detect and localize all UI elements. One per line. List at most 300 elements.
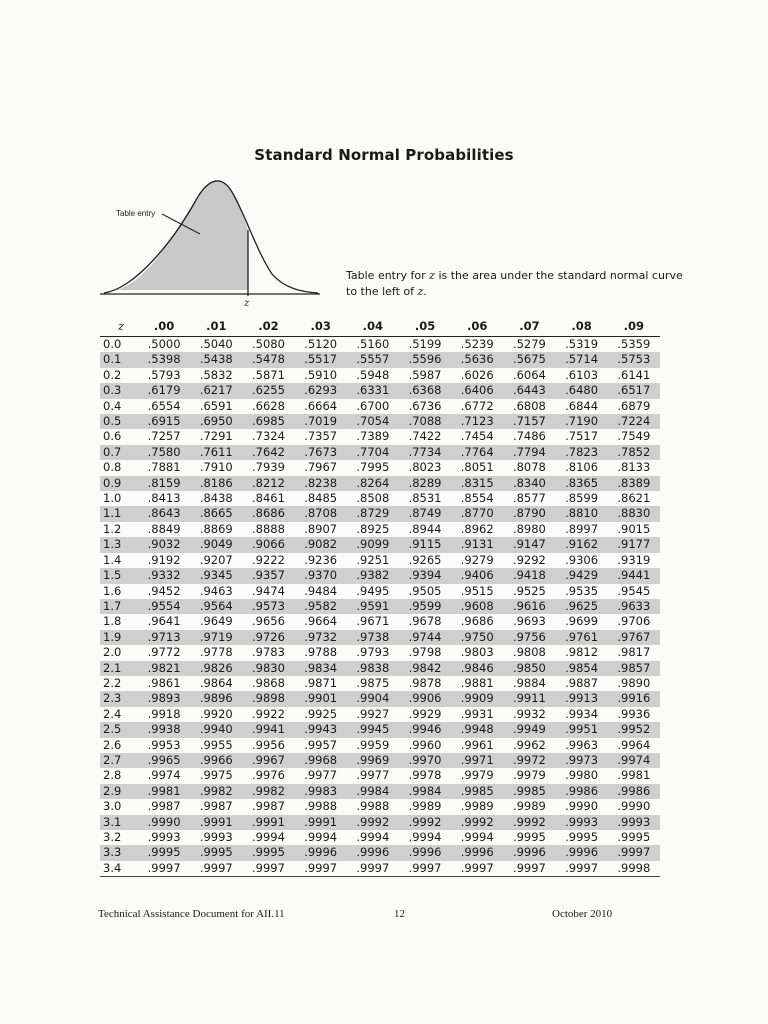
- probability-cell: .8212: [242, 476, 294, 491]
- table-row: [100, 691, 660, 706]
- probability-cell: .9968: [295, 753, 347, 768]
- probability-cell: .7995: [356, 460, 390, 475]
- probability-cell: .9834: [295, 661, 347, 676]
- z-value-cell: 0.1: [100, 352, 138, 367]
- probability-cell: .9995: [512, 830, 546, 844]
- probability-cell: .7764: [451, 445, 503, 460]
- probability-cell: .9989: [408, 799, 442, 814]
- probability-cell: .6808: [512, 398, 546, 413]
- footer-date: October 2010: [552, 908, 613, 920]
- probability-cell: .9948: [451, 722, 503, 737]
- probability-cell: .9726: [242, 630, 294, 645]
- probability-cell: .8389: [608, 476, 660, 491]
- probability-cell: .9812: [565, 645, 599, 660]
- z-value-cell: 1.0: [103, 491, 122, 506]
- probability-cell: .9911: [503, 691, 555, 706]
- probability-cell: .9936: [617, 706, 651, 721]
- probability-cell: .6064: [512, 367, 546, 382]
- probability-cell: .6628: [252, 398, 285, 413]
- probability-cell: .5120: [304, 337, 338, 351]
- probability-cell: .8315: [451, 476, 503, 491]
- probability-cell: .6331: [347, 383, 399, 398]
- table-row: [100, 861, 660, 877]
- probability-cell: .9932: [512, 706, 546, 721]
- probability-cell: .5000: [147, 337, 181, 351]
- probability-cell: .9826: [190, 661, 242, 676]
- probability-cell: .5832: [199, 367, 233, 382]
- table-row: [100, 368, 660, 383]
- probability-cell: .9983: [295, 784, 347, 799]
- probability-cell: .5040: [199, 337, 233, 351]
- probability-cell: .9474: [252, 583, 285, 598]
- probability-cell: .9693: [512, 614, 546, 629]
- probability-cell: .9904: [347, 691, 399, 706]
- probability-cell: .8186: [190, 476, 242, 491]
- probability-cell: .9927: [356, 706, 390, 721]
- probability-cell: .8413: [147, 491, 181, 506]
- probability-cell: .6141: [617, 367, 651, 382]
- probability-cell: .9981: [617, 768, 651, 783]
- probability-cell: .9994: [356, 830, 390, 844]
- probability-cell: .9554: [138, 599, 190, 614]
- probability-cell: .9871: [304, 675, 338, 690]
- probability-cell: .9962: [512, 737, 546, 752]
- probability-cell: .9991: [190, 815, 242, 830]
- probability-cell: .9967: [242, 753, 294, 768]
- probability-cell: .9772: [147, 645, 181, 660]
- z-value-cell: 2.9: [100, 784, 138, 799]
- table-row: [100, 661, 660, 676]
- probability-cell: .9525: [512, 583, 546, 598]
- probability-cell: .8729: [347, 506, 399, 521]
- probability-cell: .9279: [460, 552, 494, 567]
- probability-cell: .9994: [408, 830, 442, 844]
- probability-cell: .8438: [199, 491, 233, 506]
- probability-cell: .7852: [608, 445, 660, 460]
- probability-cell: .9952: [608, 722, 660, 737]
- probability-cell: .9099: [347, 537, 399, 552]
- probability-cell: .5199: [408, 337, 442, 351]
- table-row: [100, 799, 660, 814]
- probability-cell: .9131: [451, 537, 503, 552]
- probability-cell: .9931: [460, 706, 494, 721]
- probability-cell: .8708: [295, 506, 347, 521]
- probability-cell: .9793: [356, 645, 390, 660]
- probability-cell: .8599: [565, 491, 599, 506]
- probability-cell: .5478: [242, 352, 294, 367]
- probability-cell: .9956: [252, 737, 285, 752]
- probability-cell: .8980: [512, 521, 546, 536]
- probability-cell: .7454: [460, 429, 494, 444]
- z-value-cell: 1.7: [100, 599, 138, 614]
- probability-cell: .9909: [451, 691, 503, 706]
- column-header: .02: [242, 316, 294, 337]
- probability-cell: .9997: [347, 861, 399, 877]
- probability-cell: .9986: [608, 784, 660, 799]
- probability-cell: .9997: [556, 861, 608, 877]
- probability-cell: .9991: [295, 815, 347, 830]
- table-row: [100, 506, 660, 521]
- probability-cell: .9976: [252, 768, 285, 783]
- z-value-cell: 2.3: [100, 691, 138, 706]
- probability-cell: .9997: [242, 861, 294, 877]
- probability-cell: .9370: [295, 568, 347, 583]
- probability-cell: .9857: [608, 661, 660, 676]
- probability-cell: .8888: [252, 521, 285, 536]
- probability-cell: .9394: [399, 568, 451, 583]
- probability-cell: .6554: [147, 398, 181, 413]
- probability-cell: .9990: [138, 815, 190, 830]
- probability-cell: .9989: [512, 799, 546, 814]
- probability-cell: .9236: [304, 552, 338, 567]
- probability-cell: .7939: [252, 460, 285, 475]
- footer-page-number: 12: [394, 908, 405, 920]
- probability-cell: .9306: [565, 552, 599, 567]
- probability-cell: .9778: [199, 645, 233, 660]
- shaded-area: [116, 180, 248, 290]
- probability-cell: .6879: [617, 398, 651, 413]
- z-value-cell: 0.9: [100, 476, 138, 491]
- z-value-cell: 1.3: [100, 537, 138, 552]
- probability-cell: .9893: [138, 691, 190, 706]
- probability-cell: .9641: [147, 614, 181, 629]
- note-text-end: .: [423, 285, 427, 298]
- probability-cell: .9222: [252, 552, 285, 567]
- probability-cell: .7088: [399, 414, 451, 429]
- probability-cell: .9868: [252, 675, 285, 690]
- probability-cell: .9854: [556, 661, 608, 676]
- probability-cell: .9744: [399, 630, 451, 645]
- probability-cell: .9997: [608, 845, 660, 860]
- probability-cell: .8340: [503, 476, 555, 491]
- probability-cell: .5793: [147, 367, 181, 382]
- probability-cell: .9938: [138, 722, 190, 737]
- z-column-header: z: [100, 316, 138, 337]
- probability-cell: .8621: [617, 491, 651, 506]
- probability-cell: .9706: [617, 614, 651, 629]
- column-header: .04: [347, 316, 399, 337]
- probability-cell: .9997: [503, 861, 555, 877]
- column-header: .07: [503, 316, 555, 337]
- probability-cell: .9964: [617, 737, 651, 752]
- probability-cell: .7291: [199, 429, 233, 444]
- table-body: [100, 337, 660, 877]
- probability-cell: .9997: [399, 861, 451, 877]
- probability-cell: .9032: [138, 537, 190, 552]
- probability-cell: .9978: [408, 768, 442, 783]
- z-value-cell: 2.4: [103, 706, 122, 721]
- probability-cell: .9974: [608, 753, 660, 768]
- probability-cell: .7486: [512, 429, 546, 444]
- table-row: [100, 491, 660, 506]
- probability-cell: .5948: [356, 367, 390, 382]
- probability-cell: .9838: [347, 661, 399, 676]
- probability-cell: .8531: [408, 491, 442, 506]
- probability-cell: .9960: [408, 737, 442, 752]
- probability-cell: .8907: [304, 521, 338, 536]
- normal-curve-figure: [96, 170, 326, 310]
- probability-cell: .9699: [565, 614, 599, 629]
- probability-cell: .6591: [199, 398, 233, 413]
- probability-cell: .7123: [451, 414, 503, 429]
- probability-cell: .5359: [617, 337, 651, 351]
- probability-cell: .9992: [503, 815, 555, 830]
- probability-cell: .8289: [399, 476, 451, 491]
- probability-cell: .6217: [190, 383, 242, 398]
- probability-cell: .9798: [408, 645, 442, 660]
- probability-cell: .9564: [190, 599, 242, 614]
- probability-cell: .9292: [512, 552, 546, 567]
- probability-cell: .9929: [408, 706, 442, 721]
- probability-cell: .8849: [147, 521, 181, 536]
- z-value-cell: 0.4: [103, 398, 122, 413]
- probability-cell: .9961: [460, 737, 494, 752]
- probability-cell: .6103: [565, 367, 599, 382]
- probability-cell: .9846: [451, 661, 503, 676]
- table-row: [100, 630, 660, 645]
- probability-cell: .9959: [356, 737, 390, 752]
- probability-cell: .7549: [617, 429, 651, 444]
- probability-cell: .9995: [138, 845, 190, 860]
- probability-cell: .9949: [503, 722, 555, 737]
- probability-cell: .6293: [295, 383, 347, 398]
- z-value-cell: 1.5: [100, 568, 138, 583]
- probability-cell: .8749: [399, 506, 451, 521]
- probability-cell: .5160: [356, 337, 390, 351]
- z-value-cell: 0.6: [103, 429, 122, 444]
- z-value-cell: 2.5: [100, 722, 138, 737]
- probability-cell: .9803: [460, 645, 494, 660]
- probability-cell: .9495: [356, 583, 390, 598]
- probability-cell: .9761: [556, 630, 608, 645]
- z-value-cell: 0.2: [103, 367, 122, 382]
- z-value-cell: 2.8: [103, 768, 122, 783]
- probability-cell: .5279: [512, 337, 546, 351]
- probability-cell: .9582: [295, 599, 347, 614]
- probability-cell: .9082: [295, 537, 347, 552]
- probability-cell: .5517: [295, 352, 347, 367]
- table-row: [100, 476, 660, 491]
- probability-cell: .6255: [242, 383, 294, 398]
- probability-cell: .9875: [356, 675, 390, 690]
- probability-cell: .7054: [347, 414, 399, 429]
- table-row: [100, 738, 660, 753]
- probability-cell: .8997: [565, 521, 599, 536]
- probability-cell: .9996: [556, 845, 608, 860]
- note-text: Table entry for: [346, 269, 430, 282]
- probability-cell: .9984: [347, 784, 399, 799]
- probability-cell: .9981: [138, 784, 190, 799]
- probability-cell: .9756: [503, 630, 555, 645]
- probability-cell: .9441: [608, 568, 660, 583]
- probability-cell: .9898: [242, 691, 294, 706]
- probability-cell: .8925: [356, 521, 390, 536]
- probability-cell: .7881: [147, 460, 181, 475]
- probability-cell: .9987: [147, 799, 181, 814]
- probability-cell: .9115: [399, 537, 451, 552]
- probability-cell: .9994: [304, 830, 338, 844]
- table-row: [100, 383, 660, 398]
- table-row: [100, 568, 660, 583]
- probability-cell: .9767: [608, 630, 660, 645]
- probability-cell: .7611: [190, 445, 242, 460]
- probability-cell: .6179: [138, 383, 190, 398]
- probability-cell: .9515: [460, 583, 494, 598]
- probability-cell: .9998: [608, 861, 660, 877]
- column-header: .09: [608, 316, 660, 337]
- footer-document-title: Technical Assistance Document for AII.11: [98, 908, 285, 920]
- probability-cell: .5714: [556, 352, 608, 367]
- probability-cell: .8810: [556, 506, 608, 521]
- probability-cell: .9484: [304, 583, 338, 598]
- probability-cell: .9783: [252, 645, 285, 660]
- probability-cell: .9993: [556, 815, 608, 830]
- table-row: [100, 337, 660, 353]
- probability-cell: .7224: [608, 414, 660, 429]
- probability-cell: .7324: [252, 429, 285, 444]
- probability-cell: .6772: [460, 398, 494, 413]
- table-row: [100, 815, 660, 830]
- probability-cell: .9990: [617, 799, 651, 814]
- probability-cell: .7794: [503, 445, 555, 460]
- probability-cell: .8962: [460, 521, 494, 536]
- z-probability-table: [100, 316, 660, 877]
- probability-cell: .9788: [304, 645, 338, 660]
- probability-cell: .9992: [347, 815, 399, 830]
- note-z: z: [429, 269, 435, 282]
- probability-cell: .7257: [147, 429, 181, 444]
- probability-cell: .9996: [399, 845, 451, 860]
- probability-cell: .9719: [190, 630, 242, 645]
- probability-cell: .9418: [503, 568, 555, 583]
- z-value-cell: 3.3: [100, 845, 138, 860]
- probability-cell: .9988: [304, 799, 338, 814]
- z-value-cell: 2.0: [103, 645, 122, 660]
- probability-cell: .6480: [556, 383, 608, 398]
- probability-cell: .9808: [512, 645, 546, 660]
- z-value-cell: 2.7: [100, 753, 138, 768]
- probability-cell: .7580: [138, 445, 190, 460]
- probability-cell: .9452: [147, 583, 181, 598]
- z-value-cell: 1.9: [100, 630, 138, 645]
- z-value-cell: 1.2: [103, 521, 122, 536]
- table-row: [100, 753, 660, 768]
- probability-cell: .5239: [460, 337, 494, 351]
- probability-cell: .9974: [147, 768, 181, 783]
- probability-cell: .9713: [138, 630, 190, 645]
- z-value-cell: 3.2: [103, 830, 122, 844]
- probability-cell: .8023: [408, 460, 442, 475]
- probability-cell: .9671: [356, 614, 390, 629]
- probability-cell: .5636: [451, 352, 503, 367]
- probability-cell: .9162: [556, 537, 608, 552]
- probability-cell: .9985: [451, 784, 503, 799]
- column-header: .01: [190, 316, 242, 337]
- probability-cell: .9177: [608, 537, 660, 552]
- probability-cell: .9957: [304, 737, 338, 752]
- probability-cell: .9922: [252, 706, 285, 721]
- probability-cell: .9987: [252, 799, 285, 814]
- probability-cell: .9406: [451, 568, 503, 583]
- z-value-cell: 3.0: [103, 799, 122, 814]
- probability-cell: .5557: [347, 352, 399, 367]
- probability-cell: .9599: [399, 599, 451, 614]
- table-row: [100, 722, 660, 737]
- probability-cell: .9319: [617, 552, 651, 567]
- table-row: [100, 599, 660, 614]
- probability-cell: .6700: [356, 398, 390, 413]
- probability-cell: .9993: [199, 830, 233, 844]
- probability-cell: .9993: [608, 815, 660, 830]
- probability-cell: .7357: [304, 429, 338, 444]
- z-value-cell: 2.2: [103, 675, 122, 690]
- probability-cell: .9992: [399, 815, 451, 830]
- probability-cell: .7823: [556, 445, 608, 460]
- z-value-cell: 0.3: [100, 383, 138, 398]
- probability-cell: .9678: [408, 614, 442, 629]
- probability-cell: .9505: [408, 583, 442, 598]
- probability-cell: .9984: [399, 784, 451, 799]
- probability-cell: .7190: [556, 414, 608, 429]
- probability-cell: .8159: [138, 476, 190, 491]
- probability-cell: .9997: [295, 861, 347, 877]
- probability-cell: .9625: [556, 599, 608, 614]
- probability-cell: .9945: [347, 722, 399, 737]
- probability-cell: .9979: [460, 768, 494, 783]
- probability-cell: .8508: [356, 491, 390, 506]
- z-value-cell: 0.0: [103, 337, 122, 351]
- probability-cell: .6517: [608, 383, 660, 398]
- probability-cell: .9980: [565, 768, 599, 783]
- probability-cell: .9946: [399, 722, 451, 737]
- probability-cell: .8051: [460, 460, 494, 475]
- probability-cell: .6915: [138, 414, 190, 429]
- probability-cell: .9664: [304, 614, 338, 629]
- note-z-2: z: [417, 285, 424, 298]
- column-header: .06: [451, 316, 503, 337]
- probability-cell: .9940: [190, 722, 242, 737]
- table-row: [100, 584, 660, 599]
- probability-cell: .6406: [451, 383, 503, 398]
- probability-cell: .8554: [460, 491, 494, 506]
- probability-cell: .9649: [199, 614, 233, 629]
- probability-cell: .9996: [295, 845, 347, 860]
- probability-cell: .8830: [608, 506, 660, 521]
- probability-cell: .9982: [190, 784, 242, 799]
- probability-cell: .9955: [199, 737, 233, 752]
- probability-cell: .7704: [347, 445, 399, 460]
- table-row: [100, 414, 660, 429]
- probability-cell: .9994: [460, 830, 494, 844]
- probability-cell: .8078: [512, 460, 546, 475]
- probability-cell: .7910: [199, 460, 233, 475]
- probability-cell: .9686: [460, 614, 494, 629]
- probability-cell: .5319: [565, 337, 599, 351]
- probability-cell: .8869: [199, 521, 233, 536]
- probability-cell: .9997: [451, 861, 503, 877]
- z-value-cell: 1.8: [103, 614, 122, 629]
- probability-cell: .9821: [138, 661, 190, 676]
- probability-cell: .9887: [565, 675, 599, 690]
- probability-cell: .9997: [190, 861, 242, 877]
- probability-cell: .9842: [399, 661, 451, 676]
- z-value-cell: 1.1: [100, 506, 138, 521]
- table-row: [100, 445, 660, 460]
- probability-cell: .9990: [565, 799, 599, 814]
- probability-cell: .7673: [295, 445, 347, 460]
- table-row: [100, 522, 660, 537]
- probability-cell: .9973: [556, 753, 608, 768]
